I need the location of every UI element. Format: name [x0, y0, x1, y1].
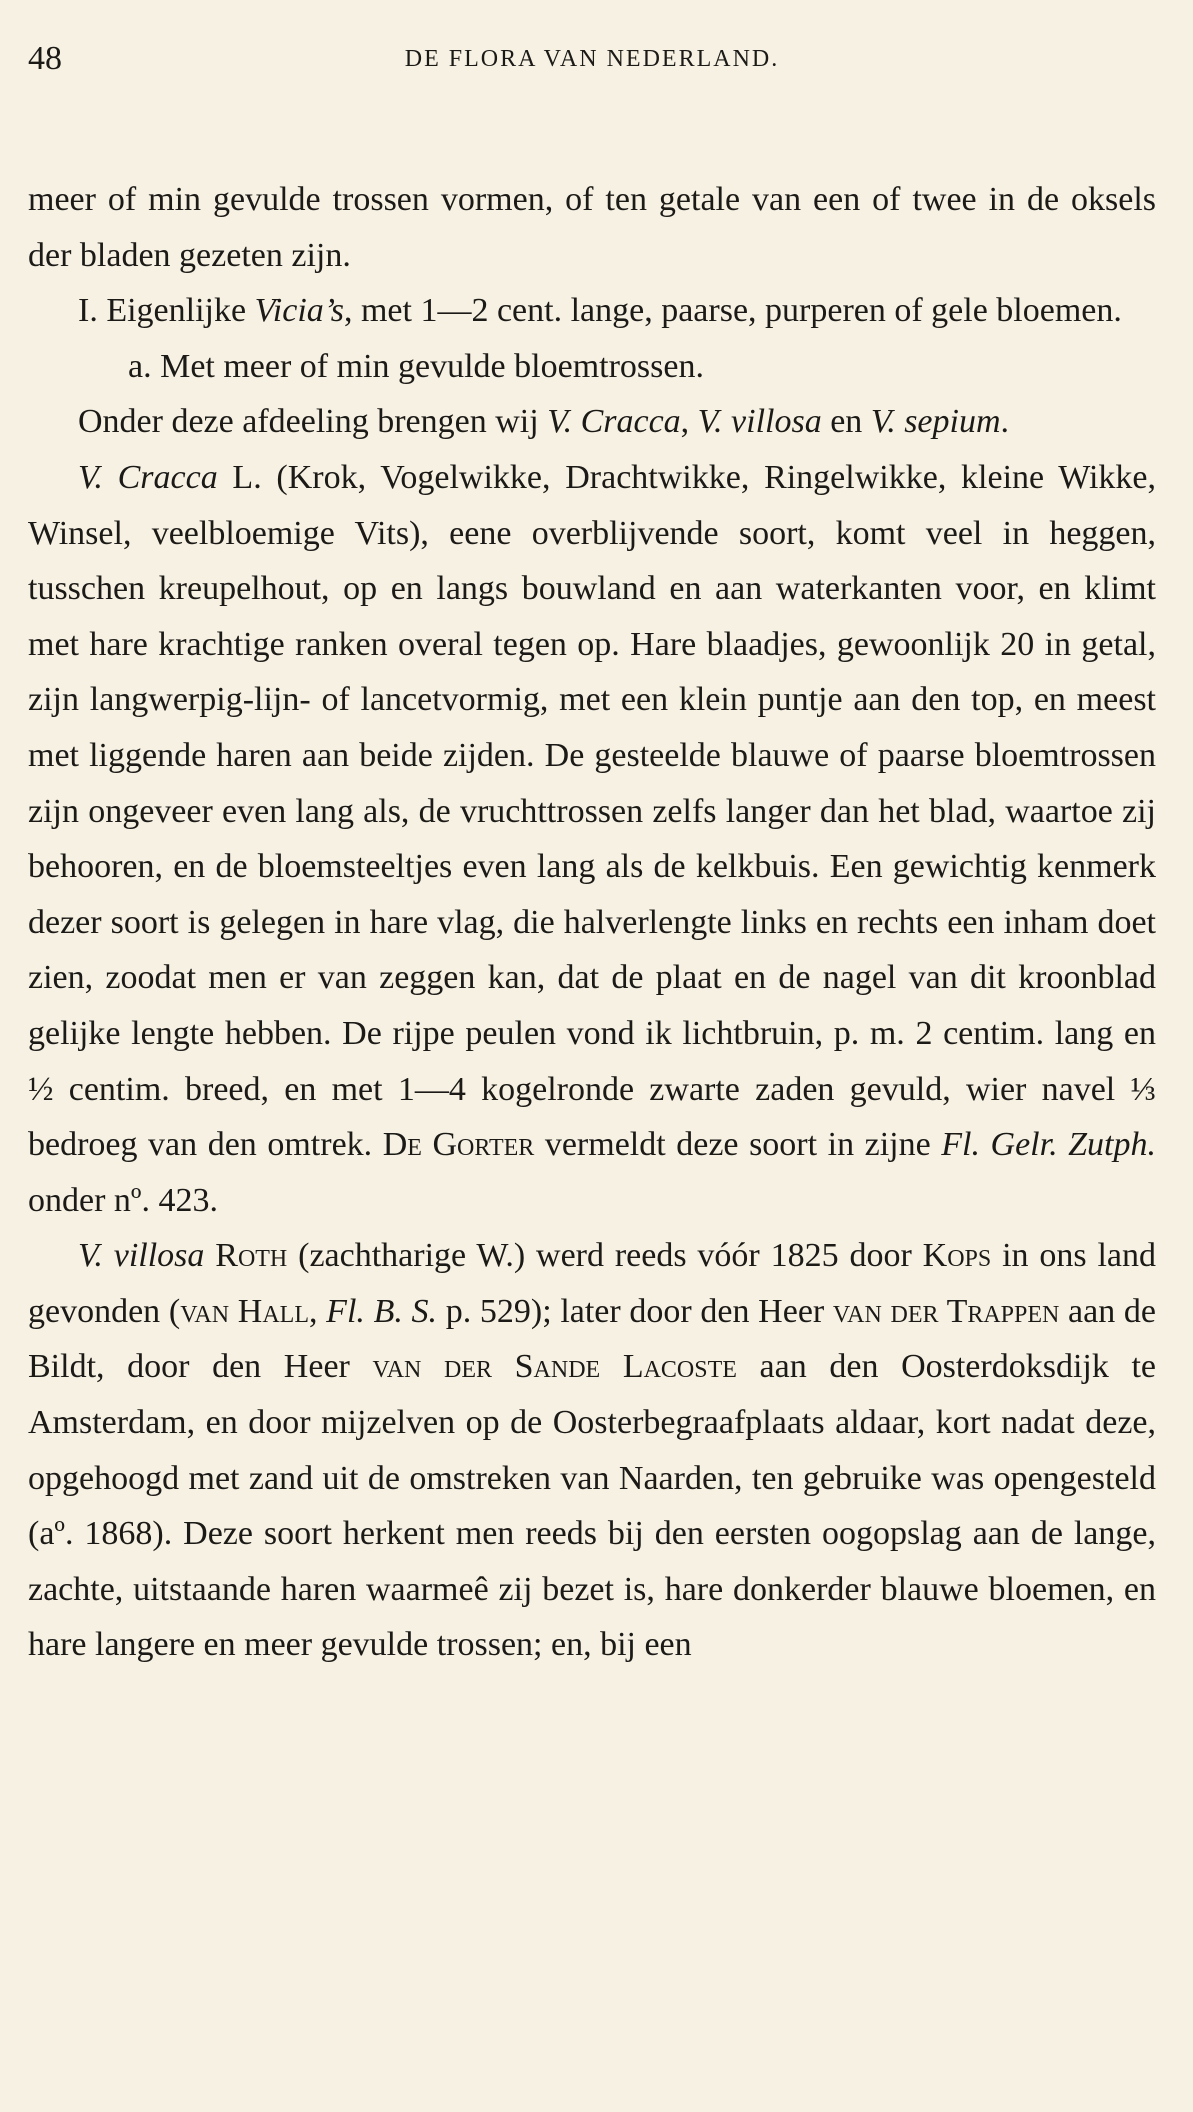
- paragraph: [28, 172, 1156, 283]
- paragraph: [28, 1228, 1156, 1673]
- text-run: (zachtharige W.) werd reeds vóór 1825 door: [287, 1237, 923, 1275]
- italic-text: Vicia’s: [254, 292, 344, 330]
- italic-text: Fl. B. S.: [326, 1292, 438, 1330]
- text-run: meer of min gevulde trossen vormen, of ten getale van een of twee in de oksels der bladen gezeten zijn.: [28, 181, 1156, 274]
- italic-text: V. Cracca: [547, 403, 681, 441]
- text-run: aan de Bildt, door den Heer: [28, 1292, 1157, 1386]
- italic-text: Fl. Gelr. Zutph.: [941, 1126, 1157, 1164]
- text-run: vermeldt deze soort in zijne: [534, 1126, 942, 1164]
- page-number: 48: [28, 40, 62, 77]
- text-run: en: [821, 403, 871, 441]
- text-run: [204, 1237, 215, 1274]
- text-run: ,: [680, 403, 698, 441]
- text-run: ,: [308, 1292, 327, 1330]
- text-run: .: [1000, 403, 1010, 441]
- paragraph: [28, 450, 1156, 1228]
- small-caps-name: Kops: [922, 1237, 992, 1275]
- small-caps-name: van Hall: [180, 1292, 309, 1330]
- italic-text: V. villosa: [78, 1237, 205, 1275]
- text-run: I. Eigenlijke: [78, 292, 255, 330]
- small-caps-name: Roth: [215, 1237, 288, 1275]
- small-caps-name: van der Sande Lacoste: [372, 1348, 737, 1386]
- paragraph: [28, 283, 1156, 339]
- text-run: Onder deze afdeeling brengen wij: [78, 403, 548, 441]
- text-run: onder nº. 423.: [28, 1181, 218, 1219]
- text-run: , met 1—2 cent. lange, paarse, purperen of gele bloemen.: [343, 292, 1122, 330]
- italic-text: V. villosa: [697, 403, 822, 441]
- page-header: [28, 40, 1156, 100]
- small-caps-name: van der Trappen: [832, 1292, 1060, 1330]
- small-caps-name: De Gorter: [382, 1126, 535, 1164]
- italic-text: V. Cracca: [78, 458, 218, 496]
- body-text: [28, 172, 1156, 1673]
- italic-text: V. sepium: [870, 403, 1001, 441]
- book-page: [28, 40, 1156, 1673]
- text-run: aan den Oosterdoksdijk te Amsterdam, en door mijzelven op de Oosterbegraafplaats aldaar, kort nadat deze, opgehoogd met zand uit de omstreken van Naarden, ten gebruike was opengesteld (aº. 1868). Deze soort herkent men reeds bij den eersten oogopslag aan de lange, zachte, uitstaande haren waarmeê zij bezet is, hare donkerder blauwe bloemen, en hare langere en meer gevulde trossen; en, bij een: [28, 1348, 1157, 1664]
- paragraph: [28, 394, 1156, 450]
- paragraph: [28, 339, 1156, 395]
- text-run: in ons land gevonden (: [28, 1237, 1157, 1330]
- text-run: a. Met meer of min gevulde bloemtrossen.: [128, 347, 704, 385]
- running-head: DE FLORA VAN NEDERLAND.: [404, 46, 780, 72]
- text-run: L. (Krok, Vogelwikke, Drachtwikke, Ringelwikke, kleine Wikke, Winsel, veelbloemige Vits), eene overblijvende soort, komt veel in heggen, tusschen kreupelhout, op en langs bouwland en aan waterkanten voor, en klimt met hare krachtige ranken overal tegen op. Hare blaadjes, gewoonlijk 20 in getal, zijn langwerpig-lijn- of lancetvormig, met een klein puntje aan den top, en meest met liggende haren aan beide zijden. De gesteelde blauwe of paarse bloemtrossen zijn ongeveer even lang als, de vruchttrossen zelfs langer dan het blad, waartoe zij behooren, en de bloemsteeltjes even lang als de kelkbuis. Een gewichtig kenmerk dezer soort is gelegen in hare vlag, die halverlengte links en rechts een inham doet zien, zoodat men er van zeggen kan, dat de plaat en de nagel van dit kroonblad gelijke lengte hebben. De rijpe peulen vond ik lichtbruin, p. m. 2 centim. lang en ½ centim. breed, en met 1—4 kogelronde zwarte zaden gevuld, wier navel ⅓ bedroeg van den omtrek.: [28, 458, 1156, 1164]
- text-run: p. 529); later door den Heer: [437, 1292, 833, 1330]
